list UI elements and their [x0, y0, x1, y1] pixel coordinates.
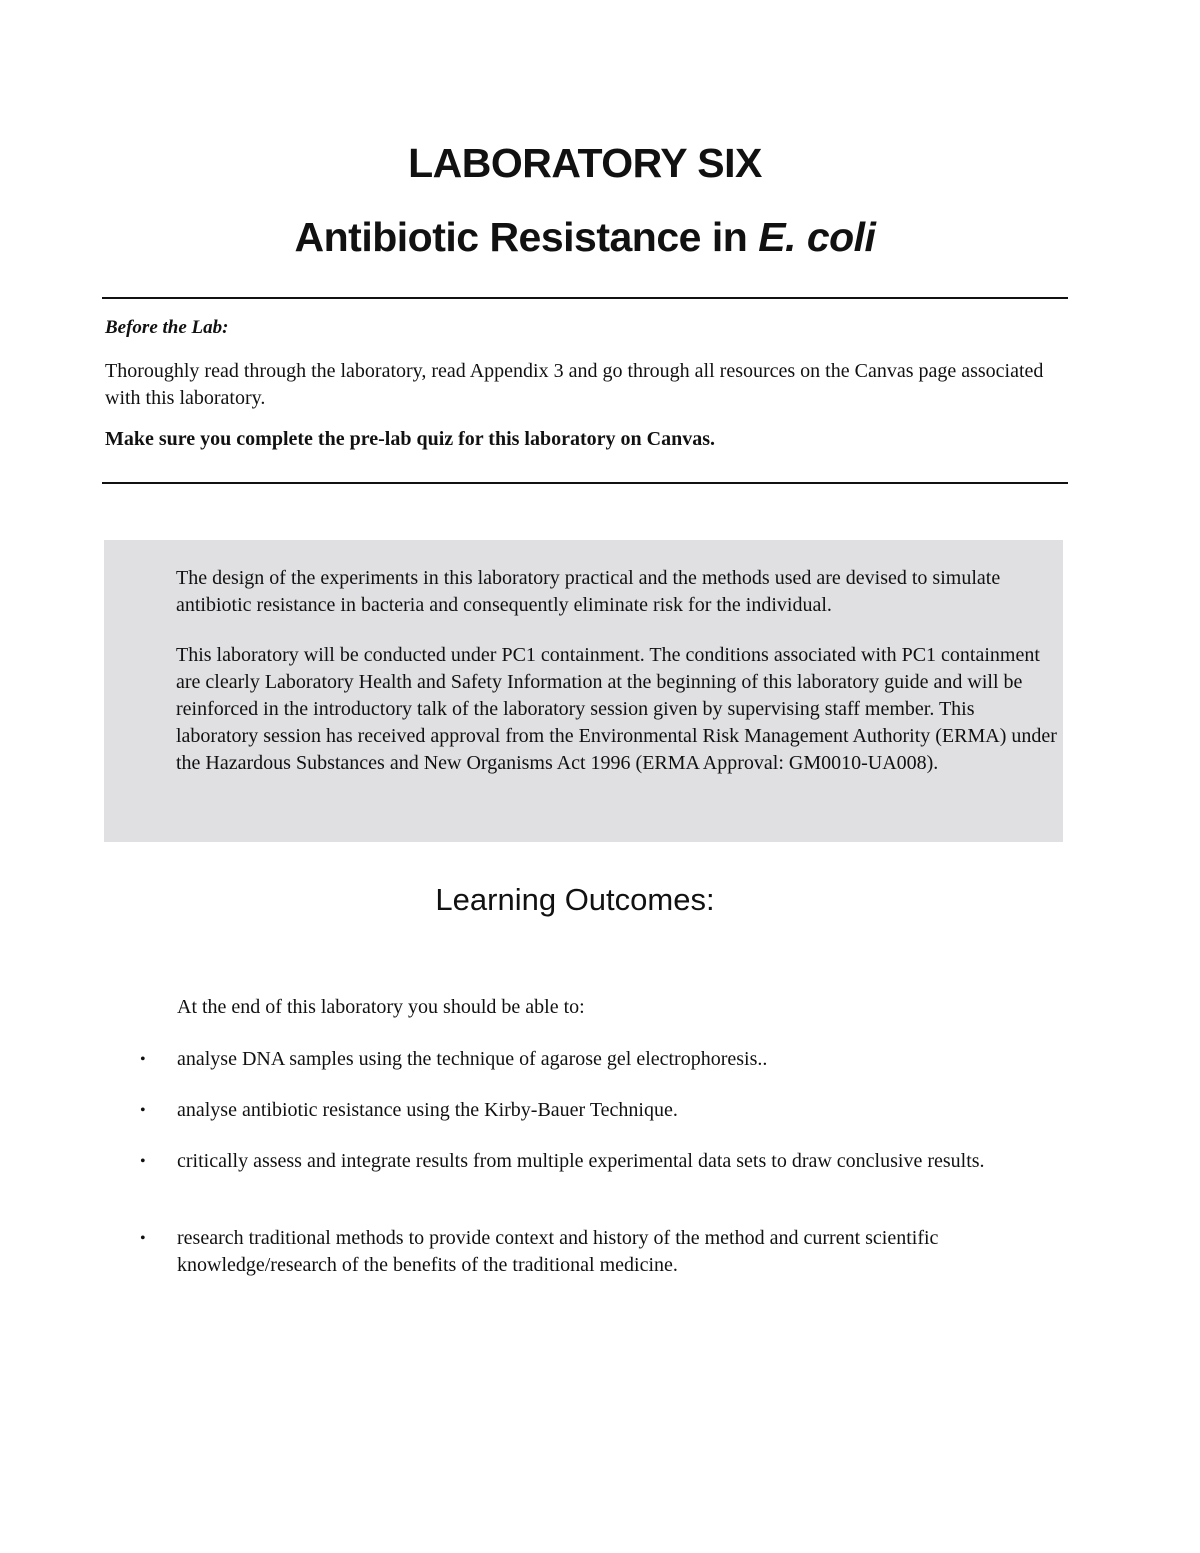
bullet-icon: • — [140, 1102, 146, 1119]
learning-outcome-text: research traditional methods to provide context and history of the method and current scientific knowledge/research of the benefits of the traditional medicine. — [177, 1227, 939, 1276]
bullet-icon: • — [140, 1051, 146, 1068]
lab-title-main: Antibiotic Resistance in — [294, 214, 759, 260]
learning-outcomes-intro: At the end of this laboratory you should be able to: — [177, 996, 585, 1018]
bullet-icon: • — [140, 1153, 146, 1170]
bottom-divider — [102, 482, 1068, 484]
learning-outcome-item — [140, 1097, 1070, 1124]
before-lab-text: Thoroughly read through the laboratory, read Appendix 3 and go through all resources on the Canvas page associated with this laboratory. — [105, 360, 1044, 409]
safety-info-box — [104, 540, 1063, 842]
learning-outcome-item — [140, 1148, 1070, 1175]
learning-outcome-item — [140, 1225, 1070, 1279]
before-lab-heading: Before the Lab: — [105, 317, 229, 338]
safety-paragraph-design: The design of the experiments in this laboratory practical and the methods used are devised to simulate antibiotic resistance in bacteria and consequently eliminate risk for the individual. — [176, 567, 1001, 616]
top-divider — [102, 297, 1068, 299]
learning-outcome-item — [140, 1046, 1070, 1073]
bullet-icon: • — [140, 1230, 146, 1247]
lab-title — [0, 214, 1170, 261]
safety-paragraph-containment: This laboratory will be conducted under PC1 containment. The conditions associated with PC1 containment are clearly Laboratory Health and Safety Information at the beginning of this laboratory guide and will be reinforced in the introductory talk of the laboratory session given by supervising staff member. This laboratory session has received approval from the Environmental Risk Management Authority (ERMA) under the Hazardous Substances and New Organisms Act 1996 (ERMA Approval: GM0010-UA008). — [176, 644, 1057, 774]
learning-outcome-text: analyse DNA samples using the technique of agarose gel electrophoresis.. — [177, 1048, 768, 1070]
learning-outcome-text: critically assess and integrate results from multiple experimental data sets to draw conclusive results. — [177, 1150, 985, 1172]
learning-outcome-text: analyse antibiotic resistance using the Kirby-Bauer Technique. — [177, 1099, 678, 1121]
lab-number-heading: LABORATORY SIX — [408, 140, 762, 186]
pre-lab-quiz-note: Make sure you complete the pre-lab quiz for this laboratory on Canvas. — [105, 428, 715, 450]
lab-title-organism: E. coli — [758, 214, 876, 260]
learning-outcomes-heading: Learning Outcomes: — [435, 882, 715, 917]
